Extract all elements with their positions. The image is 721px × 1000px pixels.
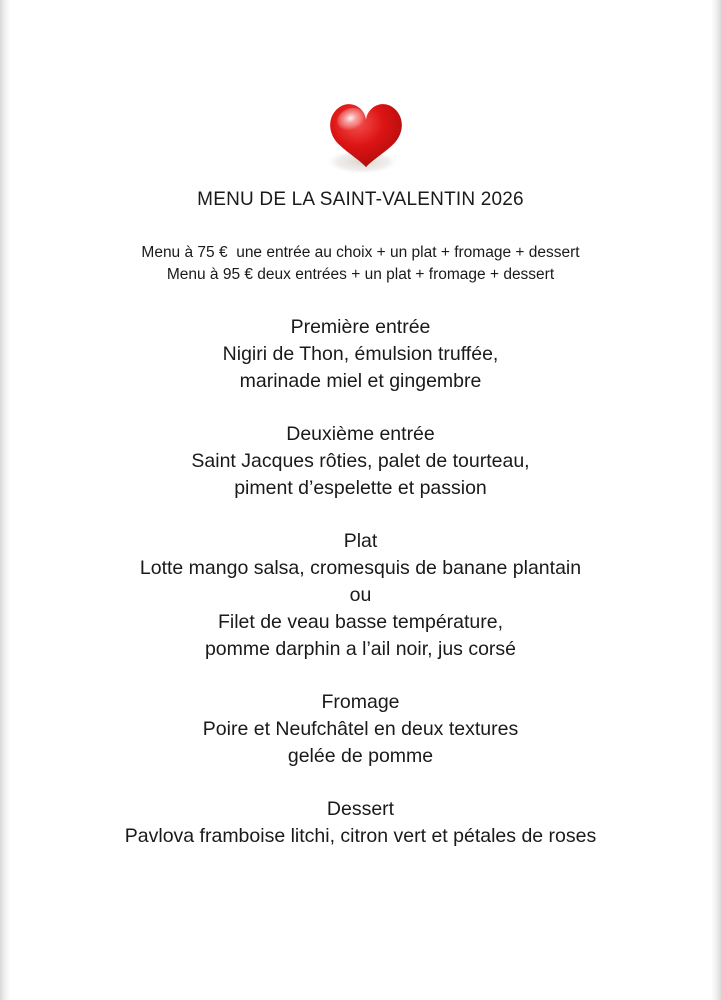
dish-line: gelée de pomme <box>287 745 434 767</box>
menu-sections <box>0 314 721 850</box>
heart-icon <box>0 0 721 176</box>
dish-line: pomme darphin a l’ail noir, jus corsé <box>204 638 517 660</box>
dish-line: Pavlova framboise litchi, citron vert et pétales de roses <box>124 825 597 847</box>
section-deuxieme-entree <box>0 421 721 502</box>
dish-or-separator: ou <box>349 584 372 606</box>
section-plat <box>0 528 721 663</box>
pricing-block <box>0 242 721 286</box>
dish-line: marinade miel et gingembre <box>239 370 482 392</box>
menu-title: MENU DE LA SAINT-VALENTIN 2026 <box>197 189 524 210</box>
dish-line: Nigiri de Thon, émulsion truffée, <box>222 343 499 365</box>
dish-line: Saint Jacques rôties, palet de tourteau, <box>191 450 530 472</box>
pricing-line-75: Menu à 75 € une entrée au choix + un plat + fromage + dessert <box>141 244 580 261</box>
section-heading: Première entrée <box>290 316 431 338</box>
dish-line: Filet de veau basse température, <box>217 611 504 633</box>
section-fromage <box>0 689 721 770</box>
dish-line: Lotte mango salsa, cromesquis de banane plantain <box>139 557 582 579</box>
section-heading: Plat <box>343 530 378 552</box>
pricing-line-95: Menu à 95 € deux entrées + un plat + fromage + dessert <box>166 266 555 283</box>
dish-line: piment d’espelette et passion <box>234 477 487 499</box>
section-premiere-entree <box>0 314 721 395</box>
section-dessert <box>0 796 721 850</box>
dish-line: Poire et Neufchâtel en deux textures <box>202 718 519 740</box>
section-heading: Deuxième entrée <box>286 423 435 445</box>
section-heading: Fromage <box>321 691 400 713</box>
section-heading: Dessert <box>326 798 395 820</box>
